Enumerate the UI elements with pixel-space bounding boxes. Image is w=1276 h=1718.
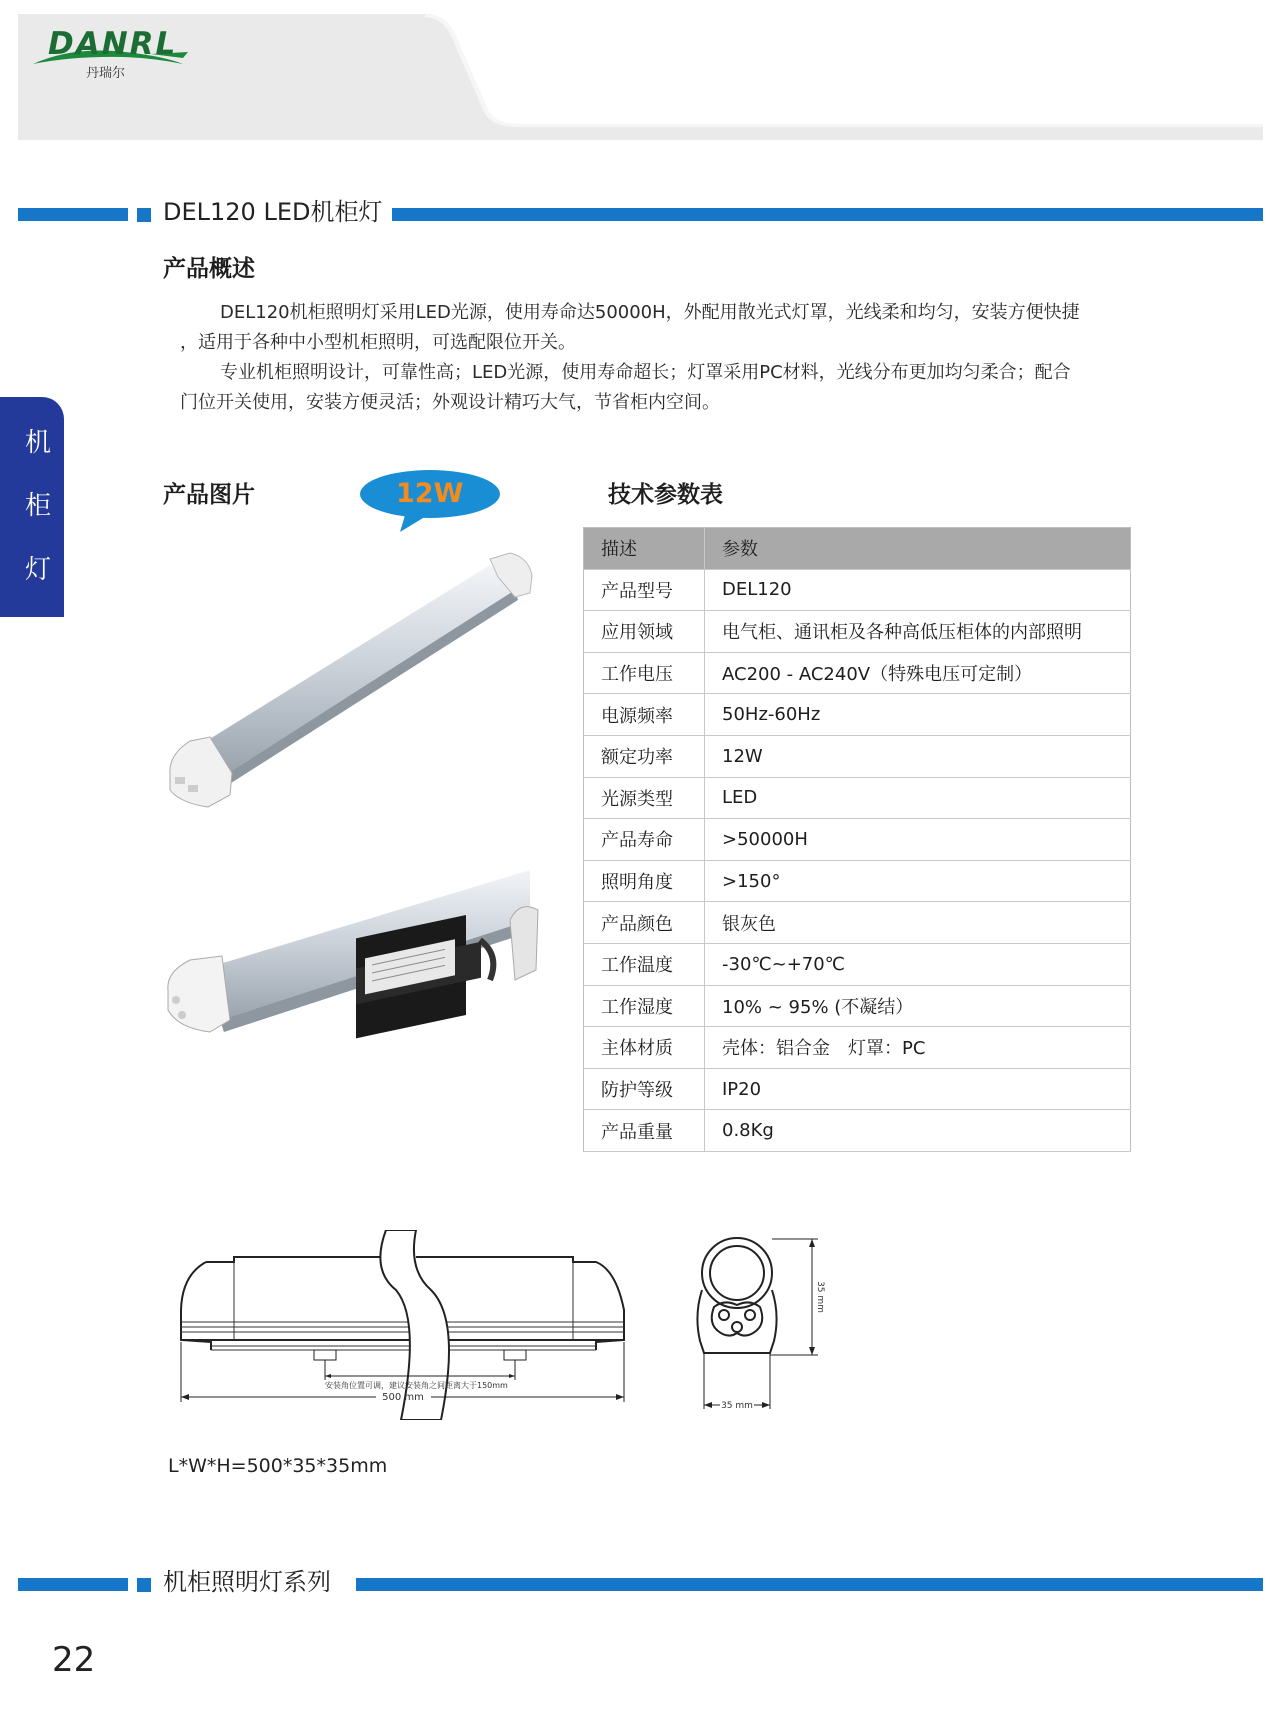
table-row	[584, 860, 1131, 902]
spec-value: -30℃~+70℃	[705, 943, 1131, 985]
table-row	[584, 652, 1131, 694]
spec-value: DEL120	[705, 569, 1131, 611]
spec-label: 产品颜色	[584, 902, 705, 944]
width-label: 35 mm	[721, 1401, 753, 1411]
overview-line: 专业机柜照明设计，可靠性高；LED光源，使用寿命超长；灯罩采用PC材料，光线分布更加均匀柔合；配合	[220, 362, 1071, 383]
logo-subtitle: 丹瑞尔	[86, 66, 126, 81]
table-header-cell: 描述	[584, 528, 705, 570]
section-bar-square	[137, 208, 151, 222]
spec-label: 产品寿命	[584, 819, 705, 861]
table-row	[584, 1110, 1131, 1152]
table-row	[584, 819, 1131, 861]
drawing-end-view	[690, 1235, 850, 1425]
table-row	[584, 694, 1131, 736]
side-tab-char: 柜	[25, 491, 52, 521]
product-image-heading: 产品图片	[163, 482, 255, 508]
table-row	[584, 1027, 1131, 1069]
side-tab-char: 灯	[25, 555, 52, 585]
spec-value: LED	[705, 777, 1131, 819]
product-photo-driver	[160, 860, 540, 1090]
spec-label: 光源类型	[584, 777, 705, 819]
spec-value: 银灰色	[705, 902, 1131, 944]
section-bar-right	[392, 208, 1263, 221]
footer-bar-left	[18, 1578, 128, 1591]
spec-label: 额定功率	[584, 735, 705, 777]
height-label: 35 mm	[815, 1281, 825, 1313]
overview-line: DEL120机柜照明灯采用LED光源，使用寿命达50000H，外配用散光式灯罩，光线柔和均匀，安装方便快捷	[220, 302, 1080, 323]
spec-table-heading: 技术参数表	[608, 482, 723, 508]
table-row	[584, 985, 1131, 1027]
table-header-cell: 参数	[705, 528, 1131, 570]
side-category-tab	[0, 397, 64, 617]
spec-label: 电源频率	[584, 694, 705, 736]
spec-value: 0.8Kg	[705, 1110, 1131, 1152]
spec-table	[583, 527, 1131, 1152]
logo-brand: DANRL	[48, 26, 178, 62]
spec-value: 50Hz-60Hz	[705, 694, 1131, 736]
length-label: 500 mm	[382, 1392, 424, 1403]
footer-bar-right	[356, 1578, 1263, 1591]
spec-label: 产品型号	[584, 569, 705, 611]
product-photo-tube	[160, 545, 540, 845]
overview-heading: 产品概述	[163, 256, 255, 282]
table-row	[584, 1068, 1131, 1110]
footer-bar-square	[137, 1578, 151, 1592]
dimensions-text: L*W*H=500*35*35mm	[168, 1455, 388, 1477]
section-bar-left	[18, 208, 128, 221]
drawing-side-view	[176, 1230, 656, 1420]
spec-label: 主体材质	[584, 1027, 705, 1069]
section-title: DEL120 LED机柜灯	[163, 198, 383, 226]
footer-section-title: 机柜照明灯系列	[163, 1568, 331, 1596]
table-row	[584, 777, 1131, 819]
spec-label: 工作温度	[584, 943, 705, 985]
spec-value: AC200 - AC240V（特殊电压可定制）	[705, 652, 1131, 694]
spec-value: 12W	[705, 735, 1131, 777]
spec-value: >150°	[705, 860, 1131, 902]
spec-value: 10% ~ 95% (不凝结）	[705, 985, 1131, 1027]
mount-note: 安装角位置可调，建议安装角之间距离大于150mm	[325, 1381, 508, 1390]
spec-value: IP20	[705, 1068, 1131, 1110]
table-row	[584, 735, 1131, 777]
spec-label: 工作电压	[584, 652, 705, 694]
page-number: 22	[52, 1640, 96, 1680]
spec-label: 防护等级	[584, 1068, 705, 1110]
overview-line: 门位开关使用，安装方便灵活；外观设计精巧大气，节省柜内空间。	[180, 392, 720, 413]
header-band	[18, 0, 1263, 140]
wattage-badge-label: 12W	[396, 478, 464, 509]
spec-value: >50000H	[705, 819, 1131, 861]
table-header-row	[584, 528, 1131, 570]
spec-label: 照明角度	[584, 860, 705, 902]
overview-text	[180, 298, 1140, 418]
table-row	[584, 902, 1131, 944]
table-row	[584, 569, 1131, 611]
table-row	[584, 611, 1131, 653]
spec-value: 电气柜、通讯柜及各种高低压柜体的内部照明	[705, 611, 1131, 653]
spec-label: 工作湿度	[584, 985, 705, 1027]
spec-label: 应用领域	[584, 611, 705, 653]
overview-line: ，适用于各种中小型机柜照明，可选配限位开关。	[180, 332, 576, 353]
spec-value: 壳体：铝合金 灯罩：PC	[705, 1027, 1131, 1069]
side-tab-char: 机	[25, 428, 52, 458]
table-row	[584, 943, 1131, 985]
spec-label: 产品重量	[584, 1110, 705, 1152]
